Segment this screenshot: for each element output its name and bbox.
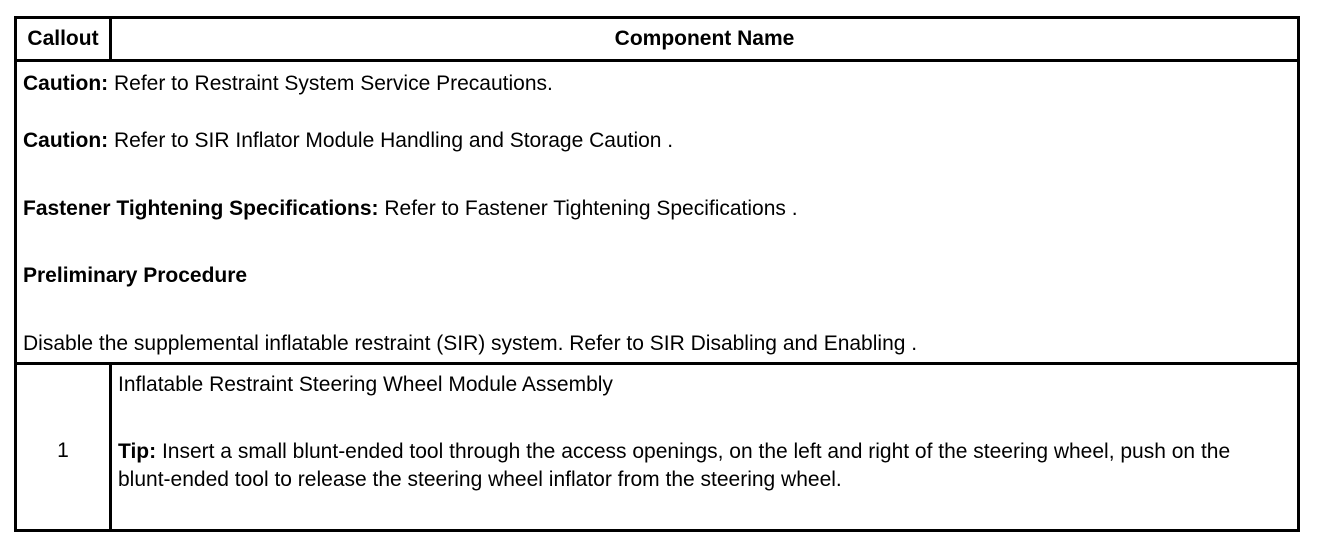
note-text: Refer to Restraint System Service Precautions. <box>108 72 553 95</box>
disable-sir-instruction <box>23 331 917 357</box>
preliminary-procedure-heading <box>23 263 247 289</box>
note-text: Disable the supplemental inflatable restraint (SIR) system. Refer to SIR Disabling and Enabling . <box>23 332 918 355</box>
tip-text <box>118 438 1257 494</box>
component-name-column-header: Component Name <box>614 27 795 50</box>
note-label: Caution: <box>23 72 109 95</box>
table-row <box>17 365 1297 529</box>
tip-label: Tip: <box>118 440 157 463</box>
notes-row <box>17 62 1297 365</box>
note-text: Refer to SIR Inflator Module Handling and Storage Caution . <box>108 129 674 152</box>
tip-body: Insert a small blunt-ended tool through the access openings, on the left and right of the steering wheel, push on the blunt-ended tool to release the steering wheel inflator from the steering wheel. <box>118 440 1231 491</box>
note-label: Fastener Tightening Specifications: <box>23 197 379 220</box>
note-label: Preliminary Procedure <box>23 264 248 287</box>
component-name: Inflatable Restraint Steering Wheel Module Assembly <box>118 373 613 396</box>
procedure-table <box>14 16 1300 532</box>
callout-number: 1 <box>57 439 69 462</box>
note-text: Refer to Fastener Tightening Specifications . <box>378 197 798 220</box>
caution-note-restraint-precautions <box>23 71 553 97</box>
callout-cell <box>17 365 112 529</box>
fastener-specifications-note <box>23 196 798 222</box>
table-header-row <box>17 19 1297 62</box>
note-label: Caution: <box>23 129 109 152</box>
callout-column-header: Callout <box>17 19 112 59</box>
caution-note-inflator-handling <box>23 128 673 154</box>
